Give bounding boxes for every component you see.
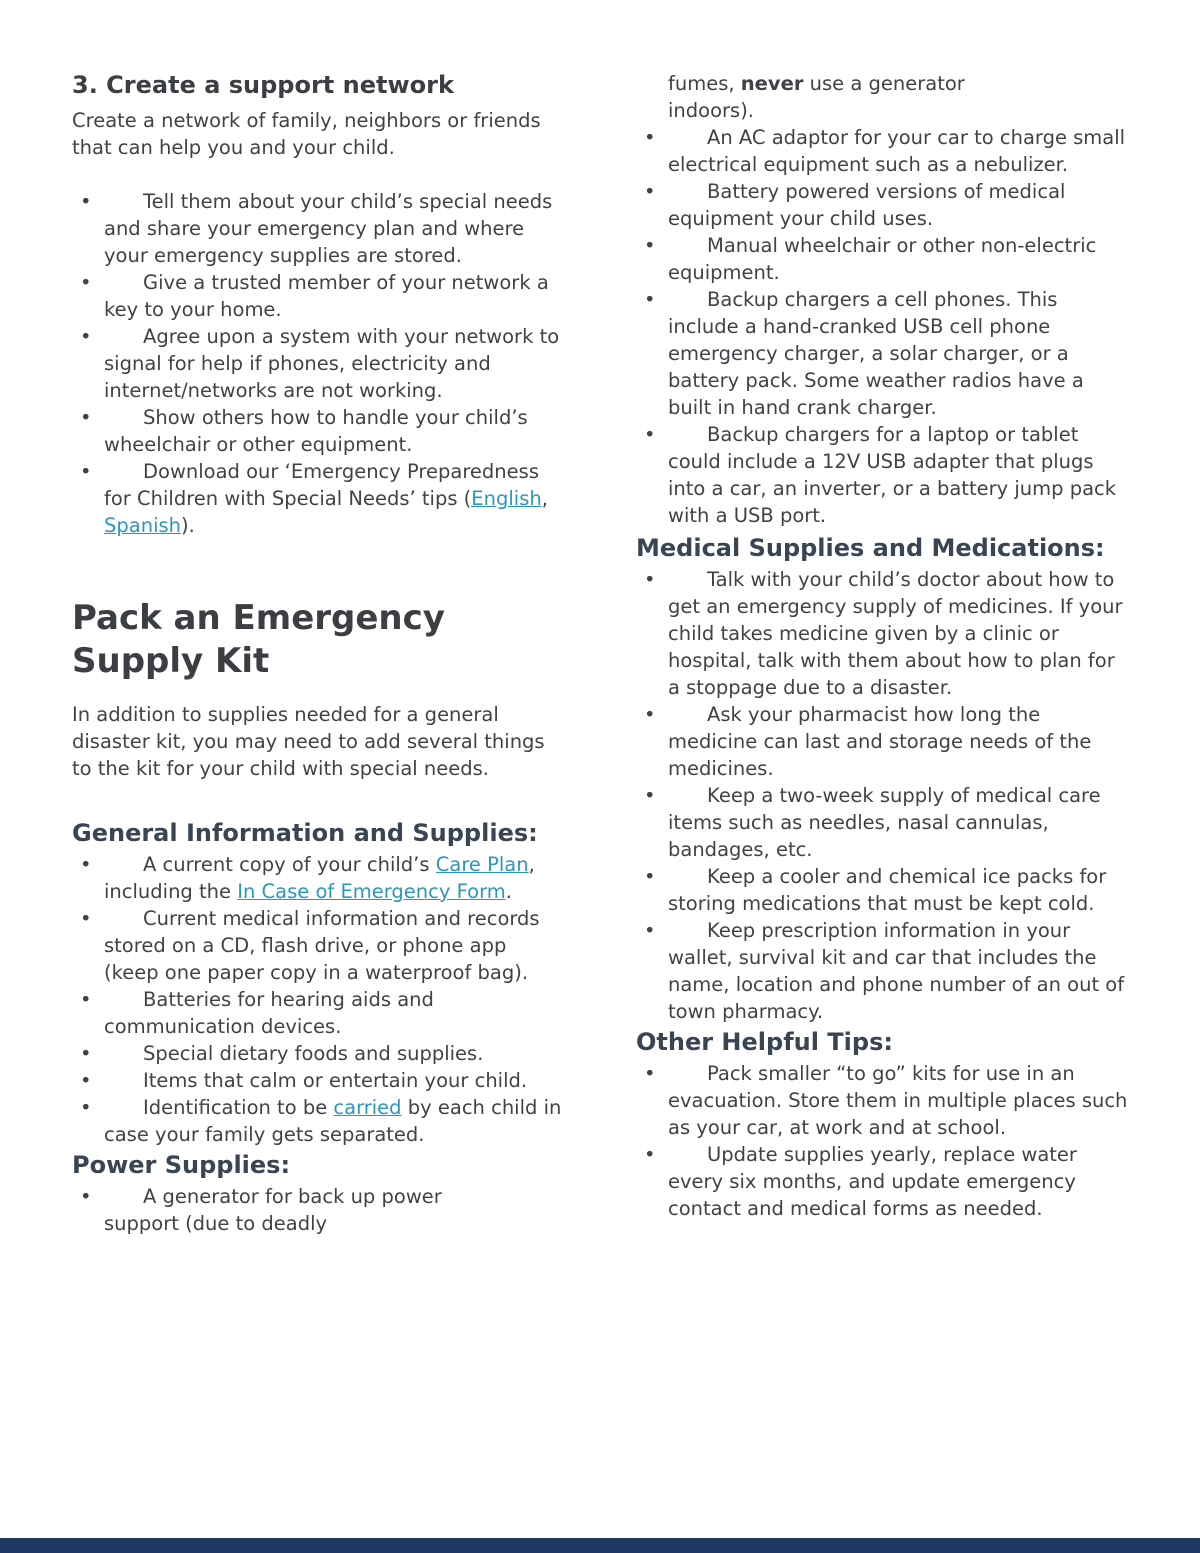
text-segment: . — [505, 880, 512, 903]
list-item: • Batteries for hearing aids and communication devices. — [72, 986, 566, 1040]
heading-general-information: General Information and Supplies: — [72, 819, 538, 847]
list-item: • Backup chargers for a laptop or tablet could include a 12V USB adapter that plugs into a car, an inverter, or a battery jump pack with a USB port. — [636, 421, 1130, 529]
text-segment: , including the — [104, 853, 535, 903]
list-item-identification — [72, 1094, 566, 1148]
heading-support-network: 3. Create a support network — [72, 71, 454, 99]
heading-pack-emergency-kit: Pack an Emergency Supply Kit — [72, 598, 445, 681]
list-item: • Pack smaller “to go” kits for use in an evacuation. Store them in multiple places such as your car, at work and at school. — [636, 1060, 1130, 1141]
text-segment: use a generator — [803, 72, 965, 95]
text-segment: ). — [181, 514, 195, 537]
english-tips-link[interactable]: English — [471, 487, 542, 510]
list-item: • Special dietary foods and supplies. — [72, 1040, 566, 1067]
page-columns — [72, 70, 1130, 1237]
general-information-list — [72, 851, 566, 1148]
text-segment: A generator for back up power — [143, 1185, 442, 1208]
never-emphasis: never — [740, 72, 804, 95]
support-network-list — [72, 188, 566, 539]
list-item-download-tips — [72, 458, 566, 539]
text-segment: A current copy of your child’s — [143, 853, 436, 876]
text-segment: fumes, — [668, 72, 741, 95]
list-item: • Show others how to handle your child’s wheelchair or other equipment. — [72, 404, 566, 458]
power-supplies-list-start — [72, 1183, 566, 1237]
text-segment: Download our ‘Emergency Preparedness for Children with Special Needs’ tips ( — [104, 460, 539, 510]
other-helpful-tips-list — [636, 1060, 1130, 1222]
list-item: • Battery powered versions of medical equipment your child uses. — [636, 178, 1130, 232]
medical-supplies-list — [636, 566, 1130, 1025]
heading-medical-supplies: Medical Supplies and Medications: — [636, 534, 1105, 562]
text-segment: support (due to deadly — [104, 1212, 328, 1235]
list-item: • Give a trusted member of your network a key to your home. — [72, 269, 566, 323]
list-item: • Keep a cooler and chemical ice packs for storing medications that must be kept cold. — [636, 863, 1130, 917]
list-item: • Backup chargers a cell phones. This include a hand-cranked USB cell phone emergency charger, a solar charger, or a battery pack. Some weather radios have a built in hand crank charger. — [636, 286, 1130, 421]
text-segment: indoors). — [668, 99, 754, 122]
list-item-care-plan — [72, 851, 566, 905]
text-segment: by each child in case your family gets separated. — [104, 1096, 562, 1146]
list-item: • Talk with your child’s doctor about how to get an emergency supply of medicines. If your child takes medicine given by a clinic or hospital, talk with them about how to plan for a stoppage due to a disaster. — [636, 566, 1130, 701]
heading-power-supplies: Power Supplies: — [72, 1151, 291, 1179]
list-item: • Agree upon a system with your network to signal for help if phones, electricity and internet/networks are not working. — [72, 323, 566, 404]
list-item: • Keep a two-week supply of medical care items such as needles, nasal cannulas, bandages, etc. — [636, 782, 1130, 863]
list-item: • Keep prescription information in your wallet, survival kit and car that includes the name, location and phone number of an out of town pharmacy. — [636, 917, 1130, 1025]
power-supplies-list — [636, 124, 1130, 529]
heading-other-helpful-tips: Other Helpful Tips: — [636, 1028, 893, 1056]
support-network-intro: Create a network of family, neighbors or friends that can help you and your child. — [72, 109, 541, 159]
right-column — [636, 70, 1130, 1237]
left-column — [72, 70, 566, 1237]
carried-link[interactable]: carried — [333, 1096, 402, 1119]
list-item: • An AC adaptor for your car to charge small electrical equipment such as a nebulizer. — [636, 124, 1130, 178]
care-plan-link[interactable]: Care Plan — [435, 853, 529, 876]
footer-bar — [0, 1538, 1200, 1553]
list-item: • Manual wheelchair or other non-electric equipment. — [636, 232, 1130, 286]
list-item-generator — [72, 1183, 566, 1237]
list-item: • Tell them about your child’s special needs and share your emergency plan and where your emergency supplies are stored. — [72, 188, 566, 269]
pack-kit-intro: In addition to supplies needed for a general disaster kit, you may need to add several things to the kit for your child with special needs. — [72, 703, 545, 780]
list-item: • Current medical information and records stored on a CD, flash drive, or phone app (keep one paper copy in a waterproof bag). — [72, 905, 566, 986]
text-segment: , — [541, 487, 548, 510]
in-case-of-emergency-form-link[interactable]: In Case of Emergency Form — [237, 880, 506, 903]
text-segment: Identification to be — [143, 1096, 334, 1119]
list-item: • Update supplies yearly, replace water every six months, and update emergency contact and medical forms as needed. — [636, 1141, 1130, 1222]
list-item: • Items that calm or entertain your child. — [72, 1067, 566, 1094]
spanish-tips-link[interactable]: Spanish — [104, 514, 182, 537]
generator-bullet-continuation — [636, 70, 1130, 124]
list-item: • Ask your pharmacist how long the medicine can last and storage needs of the medicines. — [636, 701, 1130, 782]
